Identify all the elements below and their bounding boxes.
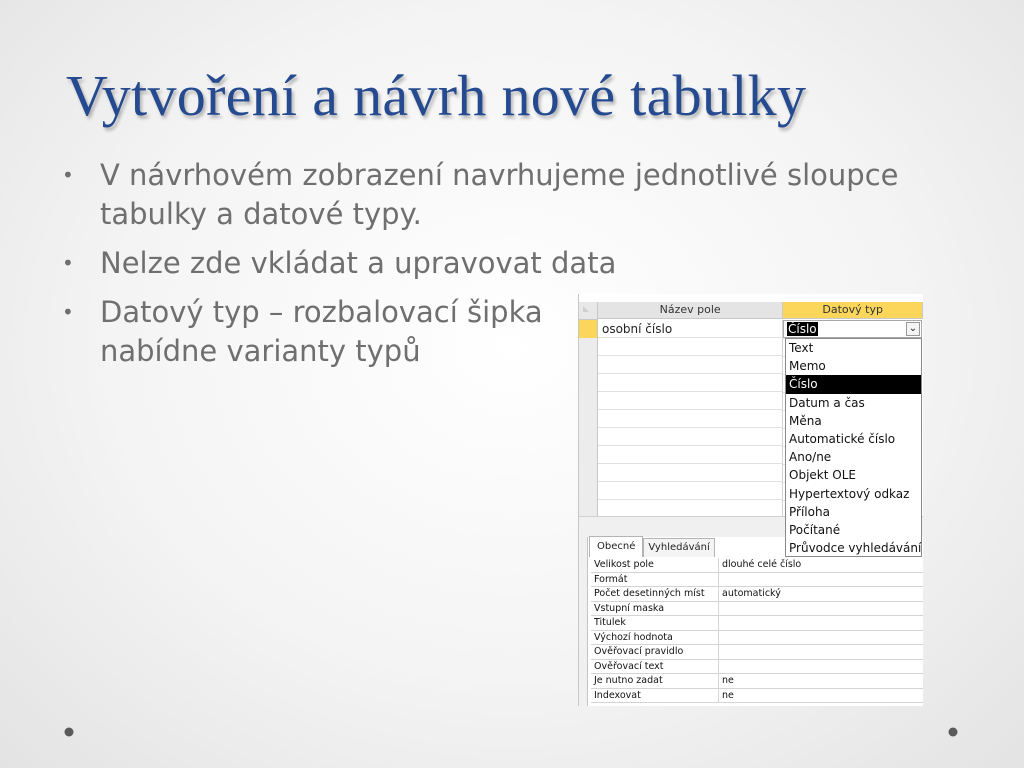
corner-dot-icon	[949, 728, 958, 737]
corner-dot-icon	[65, 728, 74, 737]
property-value[interactable]: automatický	[719, 587, 924, 602]
slide-title: Vytvoření a návrh nové tabulky	[66, 63, 807, 128]
property-value[interactable]: ne	[719, 688, 924, 703]
column-header-data-type[interactable]: Datový typ	[783, 302, 923, 319]
property-value[interactable]: dlouhé celé číslo	[719, 558, 924, 572]
column-header-field-name[interactable]: Název pole	[598, 302, 783, 319]
bullet-dot-icon: •	[62, 300, 74, 324]
chevron-down-icon[interactable]: ⌄	[906, 322, 920, 336]
dropdown-option[interactable]: Text	[789, 341, 814, 355]
property-label: Indexovat	[591, 688, 719, 703]
property-label: Vstupní maska	[591, 601, 719, 616]
dropdown-option[interactable]: Průvodce vyhledávání	[789, 541, 922, 556]
dropdown-option[interactable]: Měna	[789, 413, 822, 428]
dropdown-option[interactable]: Memo	[789, 359, 826, 374]
dropdown-option[interactable]: Datum a čas	[789, 395, 865, 410]
bullet-dot-icon: •	[62, 251, 74, 275]
property-label: Výchozí hodnota	[591, 630, 719, 645]
bullet-text: V návrhovém zobrazení navrhujeme jednotlivé sloupce tabulky a datové typy.	[100, 158, 899, 231]
property-label: Titulek	[591, 616, 719, 631]
bullet-text: Nelze zde vkládat a upravovat data	[100, 246, 617, 280]
dropdown-option[interactable]: Ano/ne	[789, 450, 832, 465]
property-label: Formát	[591, 572, 719, 587]
dropdown-option[interactable]: Automatické číslo	[789, 431, 896, 446]
dropdown-option[interactable]: Objekt OLE	[789, 468, 856, 483]
property-value[interactable]: ne	[719, 674, 924, 689]
field-name-cell[interactable]: osobní číslo	[598, 320, 783, 338]
property-label: Počet desetinných míst	[591, 587, 719, 602]
property-label: Ověřovací text	[591, 659, 719, 674]
bullet-dot-icon: •	[62, 163, 74, 187]
tab-lookup[interactable]: Vyhledávání	[643, 538, 714, 557]
dropdown-option[interactable]: Příloha	[789, 504, 830, 519]
property-label: Je nutno zadat	[591, 674, 719, 689]
data-type-dropdown-list	[785, 338, 922, 557]
data-type-value: Číslo	[788, 322, 817, 336]
property-label: Ověřovací pravidlo	[591, 645, 719, 660]
property-label: Velikost pole	[591, 558, 719, 572]
tab-general[interactable]: Obecné	[589, 536, 643, 557]
dropdown-option[interactable]: Počítané	[789, 522, 841, 537]
bullet-text: Datový typ – rozbalovací šipka nabídne varianty typů	[100, 295, 543, 368]
dropdown-option-selected[interactable]: Číslo	[786, 375, 921, 393]
dropdown-option[interactable]: Hypertextový odkaz	[789, 486, 910, 501]
